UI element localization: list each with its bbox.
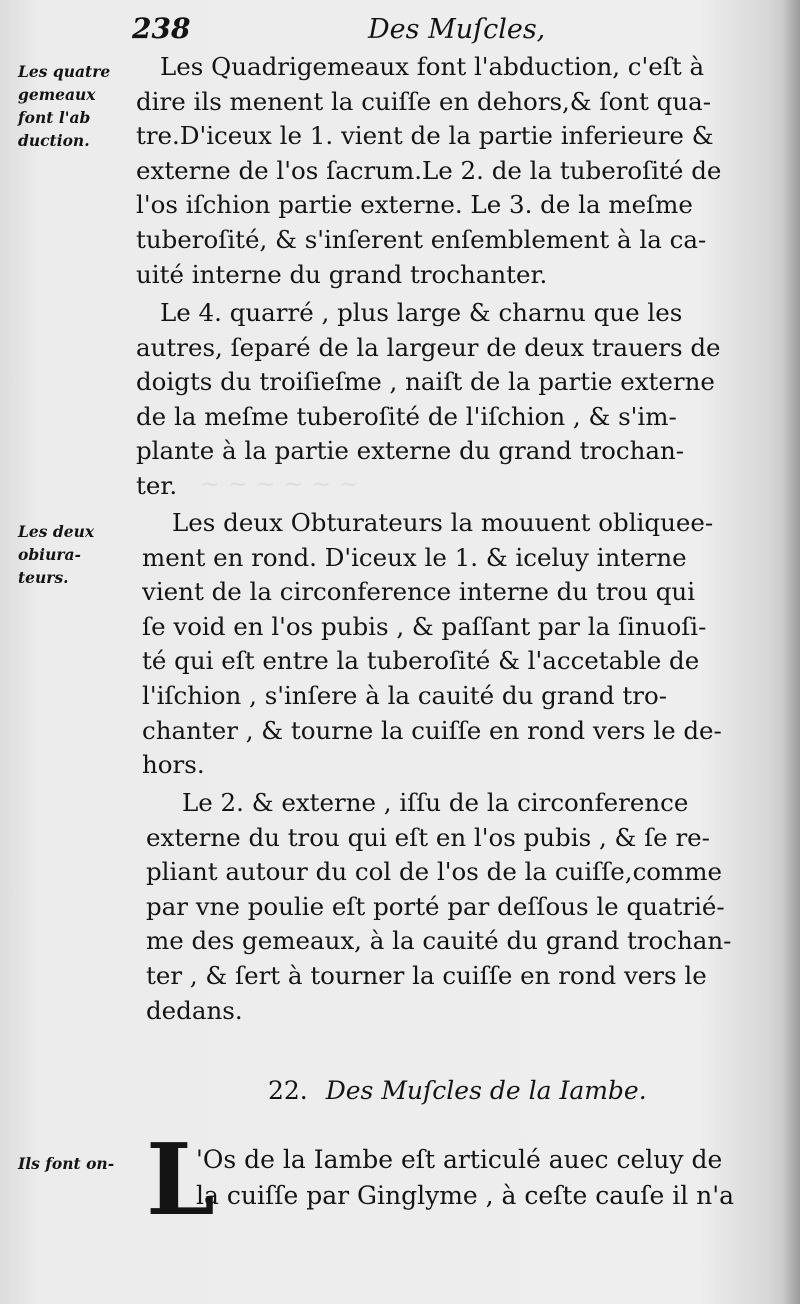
page-header [0,8,800,48]
margin-note-line: obiura- [18,545,81,564]
text-line: ter. [136,470,178,500]
margin-note-line: Les deux [18,522,95,541]
text-line: 'Os de la Iambe eſt articulé auec celuy de [196,1145,723,1174]
text-line: pliant autour du col de l'os de la cuiſſe,comme [146,857,723,887]
text-line: ter , & ſert à tourner la cuiſſe en rond vers le [146,960,707,990]
margin-note-iambe [18,1152,130,1175]
text-line: par vne poulie eſt porté par deſſous le quatrié- [146,891,725,921]
paragraph-iambe [196,1142,756,1214]
text-line: vient de la circonference interne du trou qui [142,577,696,607]
text-line: tuberoſité, & s'inſerent enſemblement à la ca- [136,224,707,254]
margin-note-line: Les quatre [18,62,111,81]
bleed-through-text: ~ ~ ~ ~ ~ ~ [200,470,359,498]
margin-note-line: Ils font on- [18,1154,115,1173]
section-title: Des Muſcles de la Iambe. [325,1076,647,1105]
margin-note-line: gemeaux [18,85,96,104]
page-edge-shadow [782,0,800,1304]
text-line: té qui eſt entre la tuberoſité & l'accetable de [142,646,700,676]
text-line: de la meſme tuberoſité de l'iſchion , & s'im- [136,401,677,431]
text-line: autres, ſeparé de la largeur de deux trauers de [136,332,721,362]
paragraph-obturateurs [142,506,762,783]
text-line: l'os iſchion partie externe. Le 3. de la meſme [136,190,693,220]
text-line: tre.D'iceux le 1. vient de la partie inferieure & [136,121,714,151]
text-line: Le 2. & externe , iſſu de la circonference [182,788,689,817]
text-line: hors. [142,750,205,780]
text-line: Les deux Obturateurs la mouuent obliquee- [172,508,714,537]
margin-note-line: font l'ab [18,108,91,127]
text-line: me des gemeaux, à la cauité du grand trochan- [146,926,732,956]
text-line: Le 4. quarré , plus large & charnu que les [160,298,683,327]
text-line: ment en rond. D'iceux le 1. & iceluy interne [142,542,687,572]
margin-note-line: teurs. [18,568,69,587]
text-line: doigts du troiſieſme , naiſt de la partie externe [136,367,715,397]
margin-note-obturateurs [18,520,130,589]
text-line: externe de l'os ſacrum.Le 2. de la tuberoſité de [136,155,722,185]
paragraph-externe [146,786,762,1028]
margin-note-quadrigemeaux [18,60,130,152]
section-number: 22. [268,1076,308,1105]
drop-cap: L [146,1123,215,1238]
text-line: uité interne du grand trochanter. [136,259,548,289]
text-line: ſe void en l'os pubis , & paſſant par la ſinuoſi- [142,611,707,641]
text-line: dedans. [146,995,243,1025]
margin-note-line: duction. [18,131,90,150]
text-line: l'iſchion , s'inſere à la cauité du grand tro- [142,680,667,710]
text-line: Les Quadrigemeaux font l'abduction, c'eſt à [160,52,705,81]
text-line: externe du trou qui eſt en l'os pubis , & ſe re- [146,822,710,852]
text-line: la cuiſſe par Ginglyme , à ceſte cauſe il n'a [196,1181,735,1210]
text-line: dire ils menent la cuiſſe en dehors,& ſont qua- [136,86,711,116]
text-line: chanter , & tourne la cuiſſe en rond vers le de- [142,715,722,745]
page-number: 238 [132,12,191,45]
section-heading [268,1076,647,1105]
paragraph-quarre [136,296,760,504]
text-line: plante à la partie externe du grand trochan- [136,436,685,466]
paragraph-quadrigemeaux [136,50,760,292]
running-head: Des Muſcles, [368,14,546,45]
